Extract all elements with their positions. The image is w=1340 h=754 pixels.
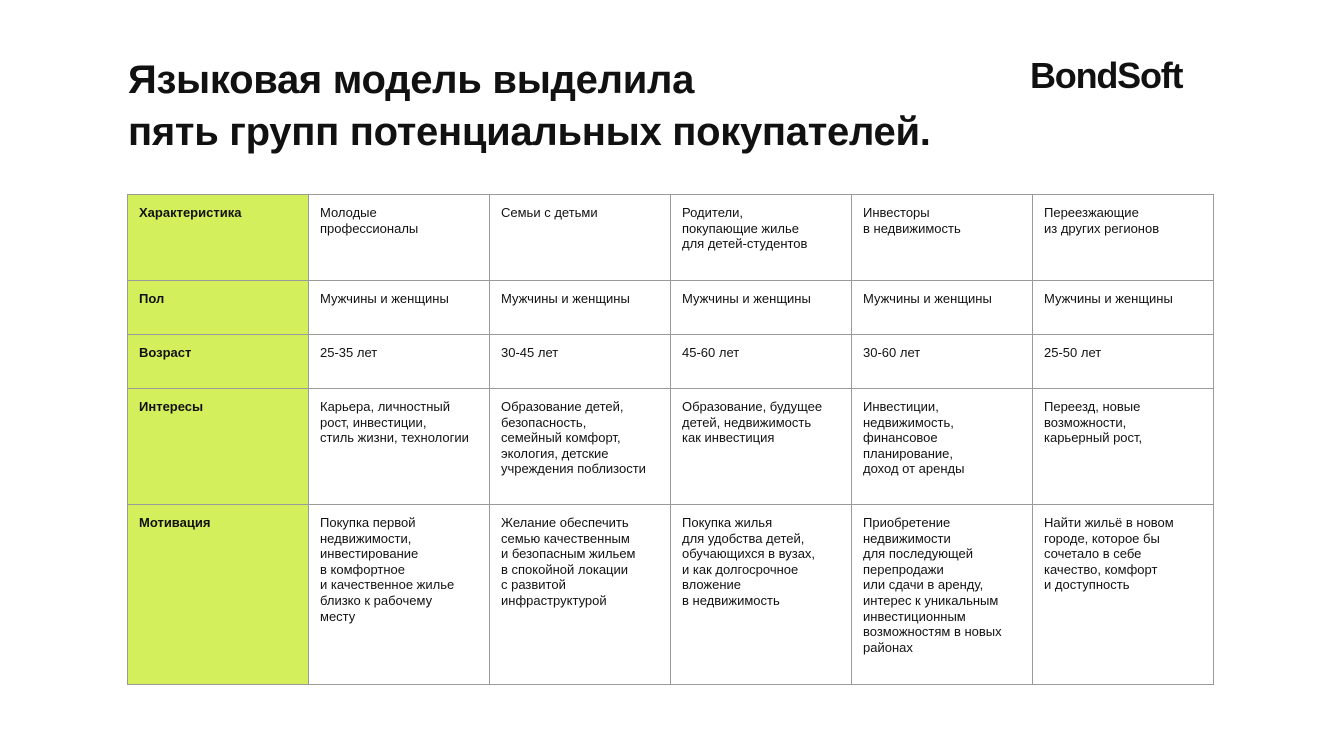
- row-label-age: Возраст: [128, 335, 309, 389]
- table-row-interests: [128, 389, 1214, 505]
- table-cell: Мужчины и женщины: [671, 281, 852, 335]
- table-cell: Мужчины и женщины: [852, 281, 1033, 335]
- table-cell: Желание обеспечить семью качественным и безопасным жильем в спокойной локации с развитой инфраструктурой: [490, 505, 671, 685]
- table-cell: Найти жильё в новом городе, которое бы сочетало в себе качество, комфорт и доступность: [1033, 505, 1214, 685]
- row-label-gender: Пол: [128, 281, 309, 335]
- buyer-segments-table: [127, 194, 1214, 685]
- table-row-age: [128, 335, 1214, 389]
- row-label-characteristic: Характеристика: [128, 195, 309, 281]
- row-label-motivation: Мотивация: [128, 505, 309, 685]
- slide-title: Языковая модель выделила пять групп потенциальных покупателей.: [128, 58, 931, 154]
- table-cell: 25-35 лет: [309, 335, 490, 389]
- table-cell: 30-45 лет: [490, 335, 671, 389]
- segment-parents-of-students: Родители, покупающие жилье для детей-студентов: [671, 195, 852, 281]
- segment-young-professionals: Молодые профессионалы: [309, 195, 490, 281]
- table-cell: Инвестиции, недвижимость, финансовое планирование, доход от аренды: [852, 389, 1033, 505]
- table-cell: Покупка первой недвижимости, инвестирование в комфортное и качественное жилье близко к рабочему месту: [309, 505, 490, 685]
- table-cell: Приобретение недвижимости для последующей перепродажи или сдачи в аренду, интерес к уникальным инвестиционным возможностям в новых районах: [852, 505, 1033, 685]
- table-cell: Покупка жилья для удобства детей, обучающихся в вузах, и как долгосрочное вложение в недвижимость: [671, 505, 852, 685]
- table-cell: Карьера, личностный рост, инвестиции, стиль жизни, технологии: [309, 389, 490, 505]
- segment-families-with-children: Семьи с детьми: [490, 195, 671, 281]
- table-cell: 25-50 лет: [1033, 335, 1214, 389]
- table-cell: Переезд, новые возможности, карьерный рост,: [1033, 389, 1214, 505]
- table-cell: 45-60 лет: [671, 335, 852, 389]
- table-cell: 30-60 лет: [852, 335, 1033, 389]
- table-cell: Образование детей, безопасность, семейный комфорт, экология, детские учреждения поблизости: [490, 389, 671, 505]
- segment-relocators: Переезжающие из других регионов: [1033, 195, 1214, 281]
- table-cell: Мужчины и женщины: [490, 281, 671, 335]
- table-cell: Образование, будущее детей, недвижимость как инвестиция: [671, 389, 852, 505]
- table-row-header: [128, 195, 1214, 281]
- segment-investors: Инвесторы в недвижимость: [852, 195, 1033, 281]
- table-row-gender: [128, 281, 1214, 335]
- bondsoft-logo: BondSoft: [1030, 55, 1183, 96]
- table-row-motivation: [128, 505, 1214, 685]
- table-cell: Мужчины и женщины: [1033, 281, 1214, 335]
- row-label-interests: Интересы: [128, 389, 309, 505]
- table-cell: Мужчины и женщины: [309, 281, 490, 335]
